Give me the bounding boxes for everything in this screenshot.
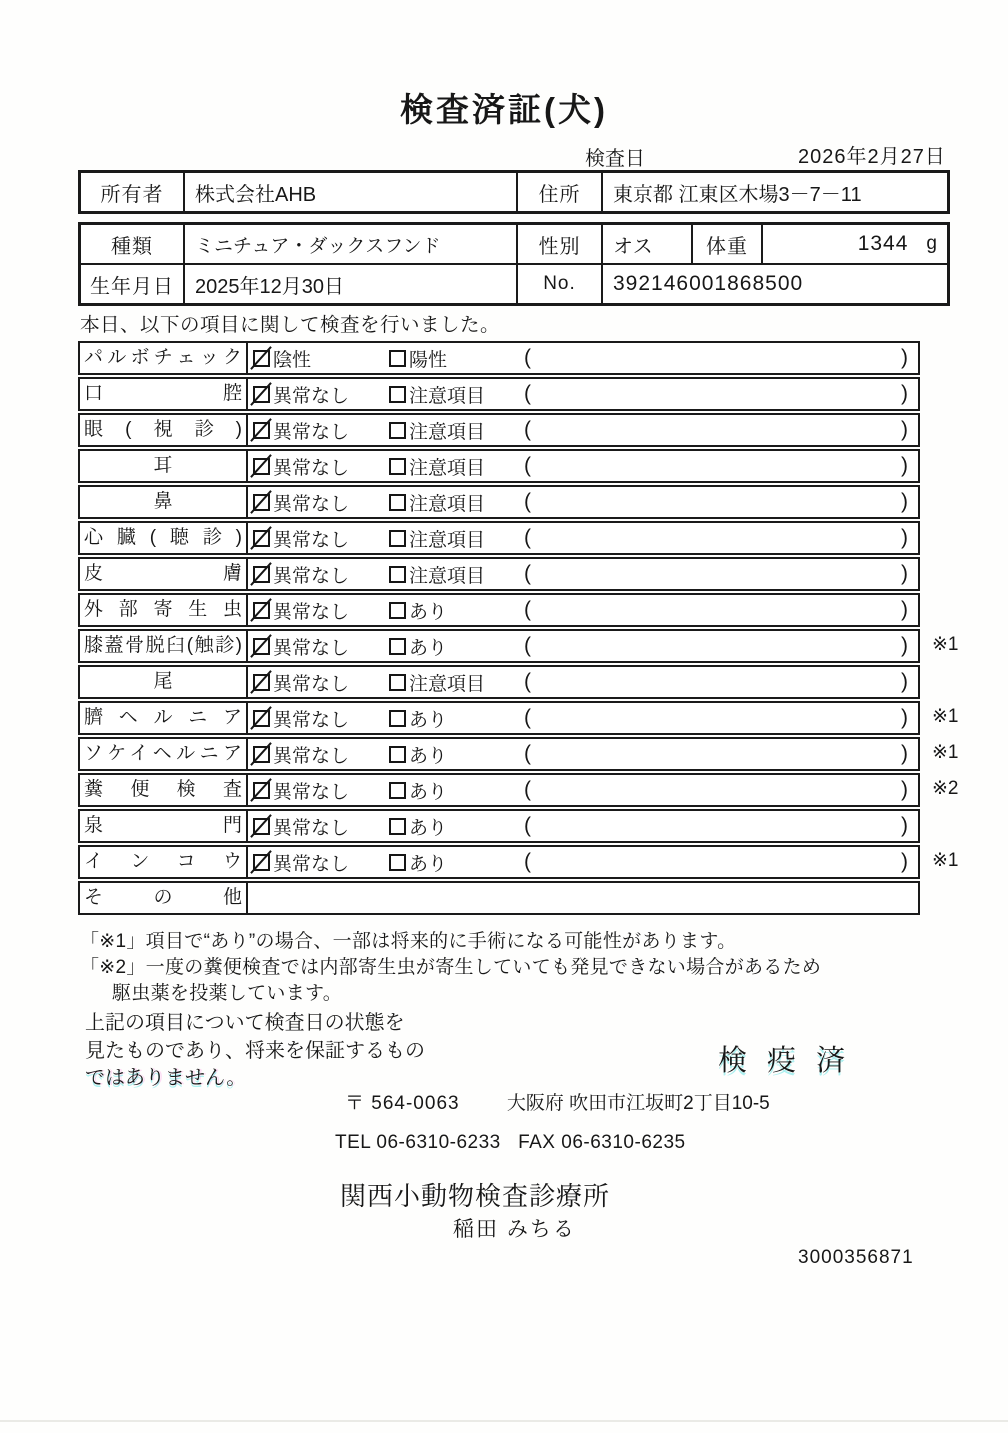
animal-info-table [78, 222, 950, 306]
breed-label: 種類 [111, 235, 153, 258]
checklist-row-box [78, 449, 920, 483]
checklist-item-label: 糞便検査 [80, 775, 248, 805]
address-label: 住所 [516, 173, 601, 211]
disclaimer-line-3: ではありません。 [85, 1067, 247, 1089]
paren-close: ) [901, 490, 908, 513]
option-label: 異常なし [273, 781, 350, 803]
result-option-secondary [384, 379, 514, 409]
checkbox-unchecked-icon[interactable] [389, 350, 406, 367]
result-option-secondary [384, 559, 514, 589]
checklist-row-box [78, 809, 920, 843]
checklist-row-box [78, 413, 920, 447]
checklist-row [78, 701, 1008, 735]
checklist-row [78, 881, 1008, 915]
paren-close: ) [901, 634, 908, 657]
owner-label: 所有者 [100, 183, 164, 206]
result-option-secondary [384, 775, 514, 805]
checkbox-checked-icon[interactable] [253, 602, 270, 619]
result-option-primary [248, 667, 384, 697]
remarks-field [514, 595, 918, 625]
footnotes [80, 929, 821, 1007]
option-label: 異常なし [273, 817, 350, 839]
checklist-item-label: 鼻 [80, 487, 248, 517]
result-option-primary [248, 595, 384, 625]
result-option-secondary [384, 415, 514, 445]
result-option-primary [248, 847, 384, 877]
option-label: あり [409, 601, 448, 623]
result-option-primary [248, 379, 384, 409]
inspection-date-value: 2026年2月27日 [798, 146, 946, 168]
paren-open: ( [524, 634, 531, 657]
paren-open: ( [524, 382, 531, 405]
checkbox-unchecked-icon[interactable] [389, 530, 406, 547]
checklist-row-box [78, 629, 920, 663]
result-option-primary [248, 775, 384, 805]
checkbox-unchecked-icon[interactable] [389, 422, 406, 439]
option-label: 陰性 [273, 349, 312, 371]
paren-open: ( [524, 598, 531, 621]
checkbox-checked-icon[interactable] [253, 530, 270, 547]
result-option-primary [248, 739, 384, 769]
scan-edge-artifact [0, 1420, 1008, 1422]
result-option-secondary [384, 847, 514, 877]
checklist-row-box [78, 593, 920, 627]
checklist-row [78, 629, 1008, 663]
paren-open: ( [524, 526, 531, 549]
paren-open: ( [524, 454, 531, 477]
checkbox-unchecked-icon[interactable] [389, 494, 406, 511]
checklist-item-label: 耳 [80, 451, 248, 481]
checklist-row [78, 557, 1008, 591]
checklist-row-box [78, 377, 920, 411]
option-label: 注意項目 [409, 565, 486, 587]
checklist-item-label: 外部寄生虫 [80, 595, 248, 625]
checklist-row-box [78, 485, 920, 519]
result-option-primary [248, 415, 384, 445]
paren-open: ( [524, 742, 531, 765]
option-label: 注意項目 [409, 529, 486, 551]
checklist [78, 341, 1008, 917]
paren-close: ) [901, 598, 908, 621]
checkbox-checked-icon[interactable] [253, 854, 270, 871]
checkbox-unchecked-icon[interactable] [389, 854, 406, 871]
paren-open: ( [524, 490, 531, 513]
footnote-ref: ※1 [932, 850, 959, 871]
postal-code: 〒 564-0063 [345, 1093, 460, 1114]
paren-close: ) [901, 814, 908, 837]
option-label: 注意項目 [409, 421, 486, 443]
option-label: 注意項目 [409, 457, 486, 479]
remarks-field [514, 379, 918, 409]
checklist-row [78, 377, 1008, 411]
inspection-date-label: 検査日 [585, 148, 645, 170]
result-option-primary [248, 343, 384, 373]
checkbox-unchecked-icon[interactable] [389, 566, 406, 583]
checkbox-unchecked-icon[interactable] [389, 458, 406, 475]
result-option-primary [248, 523, 384, 553]
remarks-field [514, 667, 918, 697]
clinic-name: 関西小動物検査診療所 [340, 1181, 611, 1211]
option-label: 注意項目 [409, 385, 486, 407]
footnote-1: 「※1」項目で“あり”の場合、一部は将来的に手術になる可能性があります。 [80, 931, 737, 952]
birth-row [81, 263, 947, 303]
checkbox-checked-icon[interactable] [253, 350, 270, 367]
result-option-primary [248, 487, 384, 517]
result-option-secondary [384, 739, 514, 769]
option-label: 異常なし [273, 709, 350, 731]
checklist-row [78, 521, 1008, 555]
paren-open: ( [524, 346, 531, 369]
checklist-row-box [78, 881, 920, 915]
paren-close: ) [901, 382, 908, 405]
option-label: 異常なし [273, 745, 350, 767]
checklist-row-box [78, 557, 920, 591]
sex-label: 性別 [516, 225, 601, 263]
veterinarian-name: 稲田 みちる [453, 1218, 576, 1241]
footnote-ref: ※1 [932, 706, 959, 727]
checklist-item-label: 口腔 [80, 379, 248, 409]
checklist-item-label: パルボチェック [80, 343, 248, 373]
paren-open: ( [524, 670, 531, 693]
weight-cell [761, 225, 947, 263]
weight-value: 1344 [857, 232, 909, 255]
checkbox-checked-icon[interactable] [253, 458, 270, 475]
result-option-primary [248, 559, 384, 589]
owner-table [78, 170, 950, 214]
paren-close: ) [901, 670, 908, 693]
paren-open: ( [524, 814, 531, 837]
checklist-row-box [78, 737, 920, 771]
checkbox-unchecked-icon[interactable] [389, 710, 406, 727]
disclaimer [85, 1010, 425, 1093]
checklist-item-label: 臍ヘルニア [80, 703, 248, 733]
checklist-row [78, 809, 1008, 843]
checklist-item-label: インコウ [80, 847, 248, 877]
option-label: 異常なし [273, 385, 350, 407]
result-option-secondary [384, 451, 514, 481]
option-label: あり [409, 853, 448, 875]
result-option-primary [248, 811, 384, 841]
checklist-item-label: その他 [80, 883, 248, 913]
option-label: 異常なし [273, 565, 350, 587]
checklist-item-label: 泉門 [80, 811, 248, 841]
paren-open: ( [524, 778, 531, 801]
footnote-ref: ※1 [932, 634, 959, 655]
checklist-row [78, 593, 1008, 627]
option-label: 異常なし [273, 637, 350, 659]
paren-close: ) [901, 346, 908, 369]
checkbox-unchecked-icon[interactable] [389, 386, 406, 403]
remarks-field [514, 487, 918, 517]
result-option-secondary [384, 703, 514, 733]
option-label: 異常なし [273, 457, 350, 479]
checklist-item-label: ソケイヘルニア [80, 739, 248, 769]
checklist-item-label: 尾 [80, 667, 248, 697]
checklist-row [78, 737, 1008, 771]
checkbox-unchecked-icon[interactable] [389, 602, 406, 619]
result-option-secondary [384, 523, 514, 553]
result-option-secondary [384, 487, 514, 517]
checklist-row [78, 341, 1008, 375]
paren-close: ) [901, 454, 908, 477]
checklist-row [78, 773, 1008, 807]
no-label: No. [516, 265, 601, 303]
disclaimer-line-2: 見たものであり、将来を保証するもの [85, 1039, 425, 1062]
disclaimer-line-1: 上記の項目について検査日の状態を [85, 1012, 405, 1034]
checkbox-unchecked-icon[interactable] [389, 782, 406, 799]
checklist-item-label: 心臓(聴診) [80, 523, 248, 553]
result-option-secondary [384, 667, 514, 697]
clinic-address-line [345, 1088, 770, 1115]
remarks-field [514, 415, 918, 445]
remarks-field [514, 775, 918, 805]
weight-unit: g [926, 233, 937, 254]
no-value: 392146001868500 [601, 265, 947, 303]
remarks-field [514, 451, 918, 481]
checkbox-checked-icon[interactable] [253, 422, 270, 439]
remarks-field [514, 343, 918, 373]
checkbox-unchecked-icon[interactable] [389, 638, 406, 655]
remarks-field [514, 847, 918, 877]
checkbox-checked-icon[interactable] [253, 818, 270, 835]
paren-open: ( [524, 562, 531, 585]
result-option-secondary [384, 811, 514, 841]
option-label: 陽性 [409, 349, 448, 371]
paren-close: ) [901, 850, 908, 873]
remarks-field [514, 559, 918, 589]
option-label: 異常なし [273, 493, 350, 515]
breed-value: ミニチュア・ダックスフンド [183, 225, 516, 263]
option-label: あり [409, 781, 448, 803]
result-option-primary [248, 631, 384, 661]
checklist-item-label: 膝蓋骨脱臼(触診) [80, 631, 248, 661]
checklist-row [78, 449, 1008, 483]
checklist-row [78, 665, 1008, 699]
footnote-2: 「※2」一度の糞便検査では内部寄生虫が寄生していても発見できない場合があるため [80, 957, 822, 978]
option-label: 異常なし [273, 853, 350, 875]
checkbox-unchecked-icon[interactable] [389, 674, 406, 691]
result-option-secondary [384, 343, 514, 373]
sex-value: オス [601, 225, 691, 263]
checklist-row [78, 485, 1008, 519]
option-label: 異常なし [273, 673, 350, 695]
birth-value: 2025年12月30日 [183, 265, 516, 303]
paren-close: ) [901, 418, 908, 441]
checkbox-checked-icon[interactable] [253, 710, 270, 727]
checkbox-checked-icon[interactable] [253, 566, 270, 583]
checklist-row-box [78, 701, 920, 735]
page-title: 検査済証(犬) [400, 91, 608, 128]
remarks-field [514, 523, 918, 553]
checklist-row-box [78, 845, 920, 879]
option-label: 注意項目 [409, 673, 486, 695]
checkbox-checked-icon[interactable] [253, 638, 270, 655]
quarantine-stamp: 検 疫 済 [718, 1045, 852, 1077]
paren-close: ) [901, 742, 908, 765]
remarks-field [514, 703, 918, 733]
tel-fax-line: TEL 06-6310-6233 FAX 06-6310-6235 [335, 1132, 686, 1153]
result-option-primary [248, 451, 384, 481]
option-label: あり [409, 637, 448, 659]
paren-open: ( [524, 418, 531, 441]
owner-row [81, 173, 947, 211]
option-label: 異常なし [273, 529, 350, 551]
checkbox-checked-icon[interactable] [253, 782, 270, 799]
checklist-row [78, 845, 1008, 879]
option-label: 注意項目 [409, 493, 486, 515]
checkbox-checked-icon[interactable] [253, 674, 270, 691]
checklist-row-box [78, 665, 920, 699]
paren-close: ) [901, 562, 908, 585]
option-label: 異常なし [273, 601, 350, 623]
remarks-field [514, 811, 918, 841]
statement-text: 本日、以下の項目に関して検査を行いました。 [80, 314, 501, 336]
checklist-item-label: 皮膚 [80, 559, 248, 589]
breed-row [81, 225, 947, 263]
footnote-ref: ※2 [932, 778, 959, 799]
checkbox-unchecked-icon[interactable] [389, 818, 406, 835]
weight-label: 体重 [691, 225, 761, 263]
footnote-2-cont: 駆虫薬を投薬しています。 [112, 983, 343, 1004]
paren-open: ( [524, 706, 531, 729]
clinic-address: 大阪府 吹田市江坂町2丁目10-5 [506, 1093, 770, 1114]
checklist-item-label: 眼(視診) [80, 415, 248, 445]
owner-value: 株式会社AHB [183, 173, 516, 211]
address-value: 東京都 江東区木場3－7－11 [601, 173, 947, 211]
footnote-ref: ※1 [932, 742, 959, 763]
paren-close: ) [901, 706, 908, 729]
birth-label: 生年月日 [90, 275, 174, 298]
paren-close: ) [901, 526, 908, 549]
checklist-row-box [78, 773, 920, 807]
paren-open: ( [524, 850, 531, 873]
result-option-primary [248, 703, 384, 733]
checkbox-unchecked-icon[interactable] [389, 746, 406, 763]
checklist-row-box [78, 521, 920, 555]
checkbox-checked-icon[interactable] [253, 494, 270, 511]
remarks-field [514, 631, 918, 661]
option-label: あり [409, 745, 448, 767]
paren-close: ) [901, 778, 908, 801]
checklist-row [78, 413, 1008, 447]
checkbox-checked-icon[interactable] [253, 746, 270, 763]
result-option-secondary [384, 631, 514, 661]
remarks-field [514, 739, 918, 769]
option-label: 異常なし [273, 421, 350, 443]
serial-number: 3000356871 [798, 1247, 914, 1268]
checklist-row-box [78, 341, 920, 375]
checkbox-checked-icon[interactable] [253, 386, 270, 403]
result-option-secondary [384, 595, 514, 625]
option-label: あり [409, 817, 448, 839]
option-label: あり [409, 709, 448, 731]
